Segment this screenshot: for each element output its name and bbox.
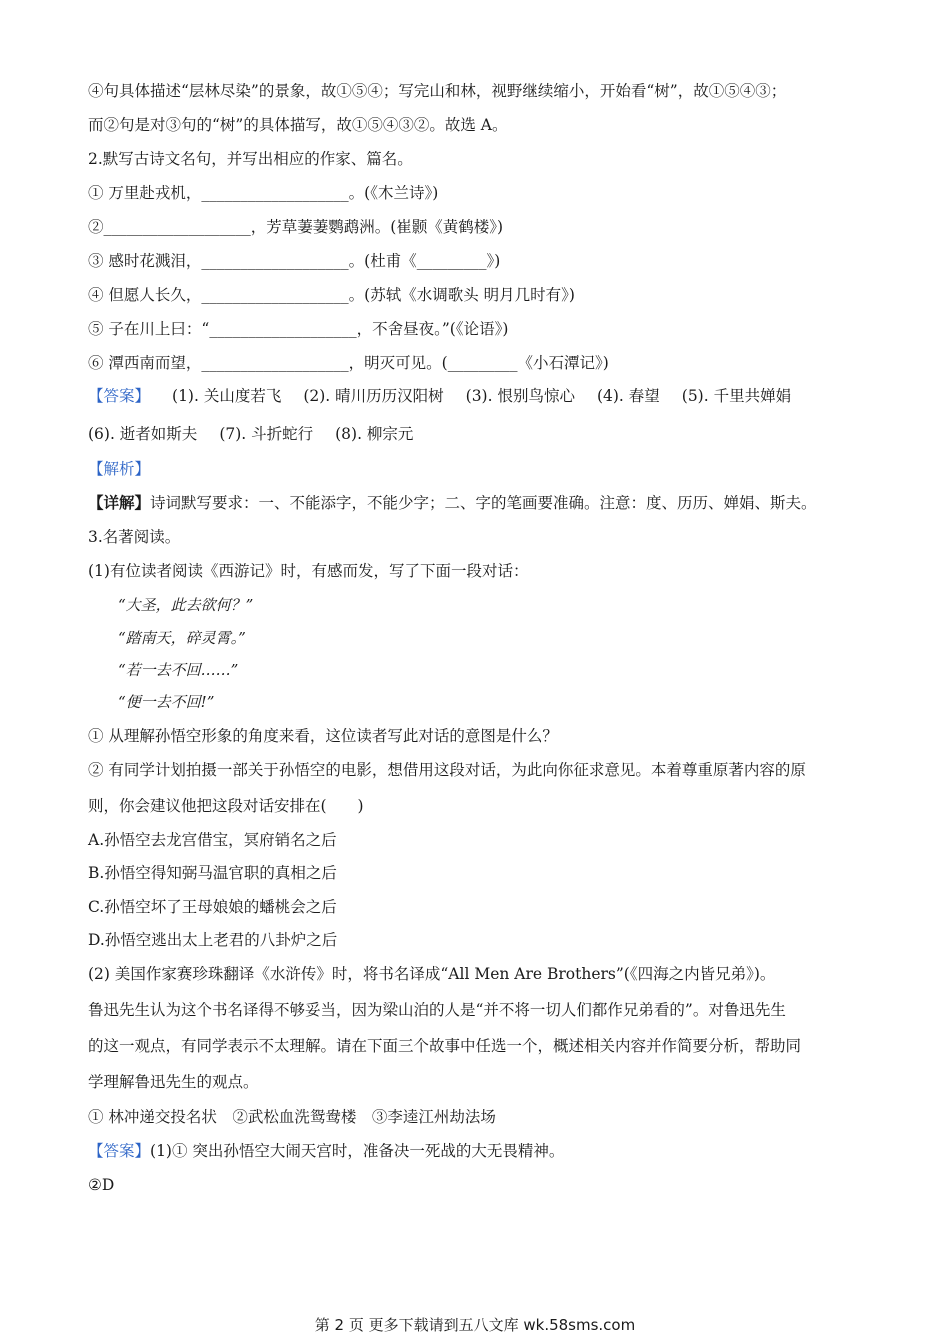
- analysis-tag: 【解析】: [88, 460, 151, 478]
- answer-3-line: [88, 1141, 878, 1161]
- poem-blank-3: ③ 感时花溅泪，___________________。(杜甫《_________》): [88, 252, 501, 270]
- dialog-line: “踏南天，碎灵霄。”: [118, 629, 246, 647]
- answer-2-row-2: [88, 424, 878, 444]
- answer-item: (2). 晴川历历汉阳树: [303, 387, 444, 405]
- option-d: D.孙悟空逃出太上老君的八卦炉之后: [88, 931, 338, 949]
- answer-tag: 【答案】: [88, 1142, 151, 1160]
- answer-3-line-2: ②D: [88, 1176, 115, 1194]
- poem-blank-2: ②___________________，芳草萋萋鹦鹉洲。(崔颢《黄鹤楼》): [88, 218, 504, 236]
- page-footer: 第 2 页 更多下载请到五八文库 wk.58sms.com: [314, 1316, 636, 1334]
- option-a: A.孙悟空去龙宫借宝，冥府销名之后: [88, 831, 337, 849]
- poem-blank-4: ④ 但愿人长久，___________________。(苏轼《水调歌头 明月几时有》): [88, 286, 575, 304]
- story-list: ① 林冲递交投名状 ②武松血洗鸳鸯楼 ③李逵江州劫法场: [88, 1108, 496, 1126]
- answer-item: (4). 春望: [596, 387, 660, 405]
- answer-3-text: (1)① 突出孙悟空大闹天宫时，准备决一死战的大无畏精神。: [150, 1142, 565, 1160]
- sub-question-2-cont: 则，你会建议他把这段对话安排在( ): [88, 797, 364, 815]
- detail-line: [88, 493, 878, 513]
- answer-item: (5). 千里共婵娟: [681, 387, 792, 405]
- dialog-line: “便一去不回!”: [118, 693, 215, 711]
- dialog-line: “大圣，此去欲何？”: [118, 596, 254, 614]
- answer-item: (1). 关山度若飞: [172, 387, 282, 405]
- poem-blank-5: ⑤ 子在川上曰：“___________________，不舍昼夜。”(《论语》): [88, 320, 509, 338]
- answer-item: (3). 恨别鸟惊心: [465, 387, 575, 405]
- answer-tag: 【答案】: [88, 387, 151, 405]
- sub-question-2: ② 有同学计划拍摄一部关于孙悟空的电影，想借用这段对话，为此向你征求意见。本着尊重原著内容的原: [88, 761, 806, 779]
- poem-blank-6: ⑥ 潭西南而望，___________________，明灭可见。(_________《小石潭记》): [88, 354, 609, 372]
- analysis-tag-line: [88, 459, 878, 479]
- poem-blank-1: ① 万里赴戎机，___________________。(《木兰诗》): [88, 184, 439, 202]
- detail-text: 诗词默写要求：一、不能添字，不能少字；二、字的笔画要准确。注意：度、历历、婵娟、斯夫。: [150, 494, 817, 512]
- answer-item: (8). 柳宗元: [335, 425, 414, 443]
- sub-question-1: ① 从理解孙悟空形象的角度来看，这位读者写此对话的意图是什么？: [88, 727, 558, 745]
- question-3-title: 3.名著阅读。: [88, 528, 181, 546]
- question-3-2-cont: 鲁迅先生认为这个书名译得不够妥当，因为梁山泊的人是“并不将一切人们都作兄弟看的”。对鲁迅先生: [88, 1001, 786, 1019]
- question-3-2: (2) 美国作家赛珍珠翻译《水浒传》时，将书名译成“All Men Are Brothers”(《四海之内皆兄弟》)。: [88, 965, 776, 983]
- answer-2-row-1: [88, 386, 878, 406]
- option-c: C.孙悟空坏了王母娘娘的蟠桃会之后: [88, 898, 337, 916]
- detail-tag: 【详解】: [88, 493, 151, 512]
- answer-item: (7). 斗折蛇行: [219, 425, 314, 443]
- question-3-2-cont: 学理解鲁迅先生的观点。: [88, 1073, 259, 1091]
- option-b: B.孙悟空得知弼马温官职的真相之后: [88, 864, 337, 882]
- text-line: 而②句是对③句的“树”的具体描写，故①⑤④③②。故选 A。: [88, 116, 508, 134]
- text-line: ④句具体描述“层林尽染”的景象，故①⑤④；写完山和林，视野继续缩小，开始看“树”，故①⑤④③；: [88, 82, 787, 100]
- question-2-title: 2.默写古诗文名句，并写出相应的作家、篇名。: [88, 150, 413, 168]
- answer-item: (6). 逝者如斯夫: [88, 425, 198, 443]
- question-3-2-cont: 的这一观点，有同学表示不太理解。请在下面三个故事中任选一个，概述相关内容并作简要分析，帮助同: [88, 1037, 802, 1055]
- dialog-line: “若一去不回……”: [118, 661, 239, 679]
- question-3-1: (1)有位读者阅读《西游记》时，有感而发，写了下面一段对话：: [88, 562, 529, 580]
